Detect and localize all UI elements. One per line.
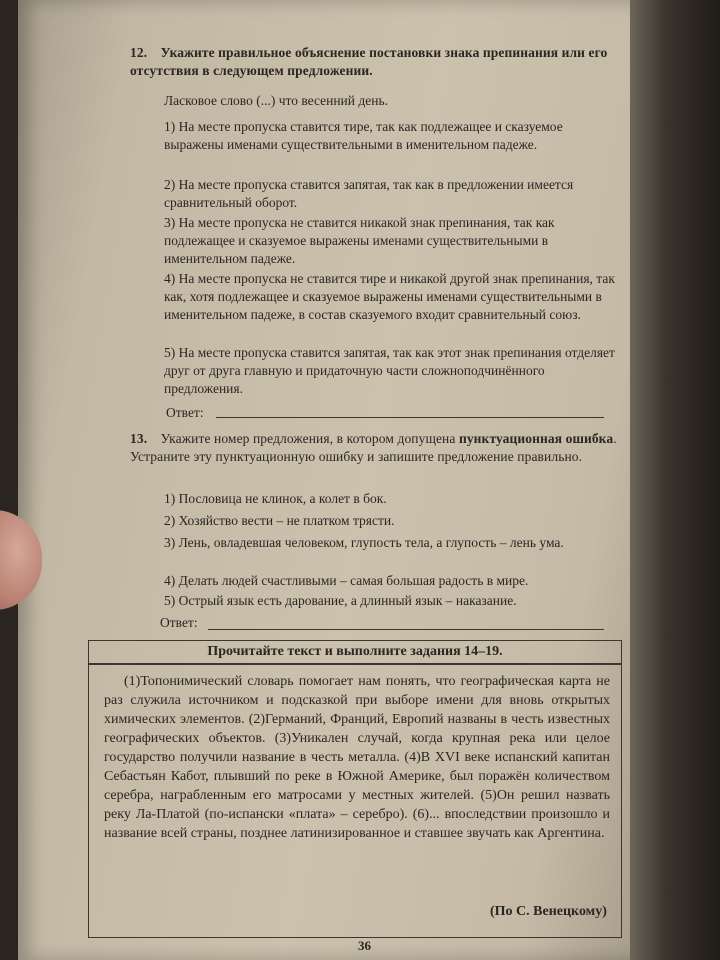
q13-option-3: 3) Лень, овладевшая человеком, глупость тела, а глупость – лень ума.: [164, 535, 564, 550]
q13-prompt: [130, 430, 618, 466]
reading-title: Прочитайте текст и выполните задания 14–19.: [88, 640, 622, 664]
reading-source: (По С. Венецкому): [490, 904, 607, 919]
page-number: 36: [358, 938, 371, 953]
q12-option-3: 3) На месте пропуска не ставится никакой знак препинания, так как подлежащее и сказуемое выражены именами существительными в именительном падеже.: [164, 215, 555, 266]
q12-prompt-text: Укажите правильное объяснение постановки знака препинания или его отсутствия в следующем предложении.: [130, 45, 608, 78]
q13-option-5: 5) Острый язык есть дарование, а длинный язык – наказание.: [164, 593, 517, 608]
q12-answer-field[interactable]: [216, 417, 604, 418]
q12-sentence: Ласковое слово (...) что весенний день.: [164, 93, 389, 108]
q12-option-1: 1) На месте пропуска ставится тире, так как подлежащее и сказуемое выражены именами существительными в именительном падеже.: [164, 119, 563, 152]
q12-number: 12.: [130, 45, 148, 60]
q12-option-5: 5) На месте пропуска ставится запятая, так как этот знак препинания отделяет друг от друга главную и придаточную части сложноподчинённого предложения.: [164, 345, 615, 396]
q13-option-4: 4) Делать людей счастливыми – самая большая радость в мире.: [164, 573, 529, 588]
q13-option-2: 2) Хозяйство вести – не платком трясти.: [164, 513, 395, 528]
q13-answer-field[interactable]: [208, 629, 604, 630]
q12-answer-label: Ответ:: [166, 405, 204, 420]
q12-option-2: 2) На месте пропуска ставится запятая, так как в предложении имеется сравнительный оборот.: [164, 177, 574, 210]
q13-option-1: 1) Пословица не клинок, а колет в бок.: [164, 491, 387, 506]
q13-prompt-bold: пунктуационная ошибка: [458, 431, 614, 446]
q12-prompt: [130, 44, 618, 80]
q13-number: 13.: [130, 431, 148, 446]
q13-prompt-after: . Устраните эту пунктуационную ошибку и запишите предложение правильно.: [130, 431, 617, 464]
q13-answer-label: Ответ:: [160, 615, 198, 630]
q13-prompt-before: Укажите номер предложения, в котором допущена: [160, 431, 459, 446]
reading-text: (1)Топонимический словарь помогает нам понять, что географическая карта не раз служила источником и подсказкой при выборе имени для вновь открытых химических элементов. (2)Германий, Франций, Европий названы в честь известных географических объектов. (3)Уникален случай, когда крупная река или целое государство получили название в честь металла. (4)В XVI веке испанский капитан Себастьян Кабот, плывший по реке в Южной Америке, был поражён количеством серебра, награбленным его матросами у местных жителей. (5)Он решил назвать реку Ла-Платой (по-испански «плата» – серебро). (6)... впоследствии произошло и название всей страны, позднее латинизированное и ставшее звучать как Аргентина.: [104, 674, 610, 841]
q12-option-4: 4) На месте пропуска не ставится тире и никакой другой знак препинания, так как, хотя подлежащее и сказуемое выражены именами существительными в именительном падеже, в состав сказуемого входит сравнительный союз.: [164, 271, 615, 322]
